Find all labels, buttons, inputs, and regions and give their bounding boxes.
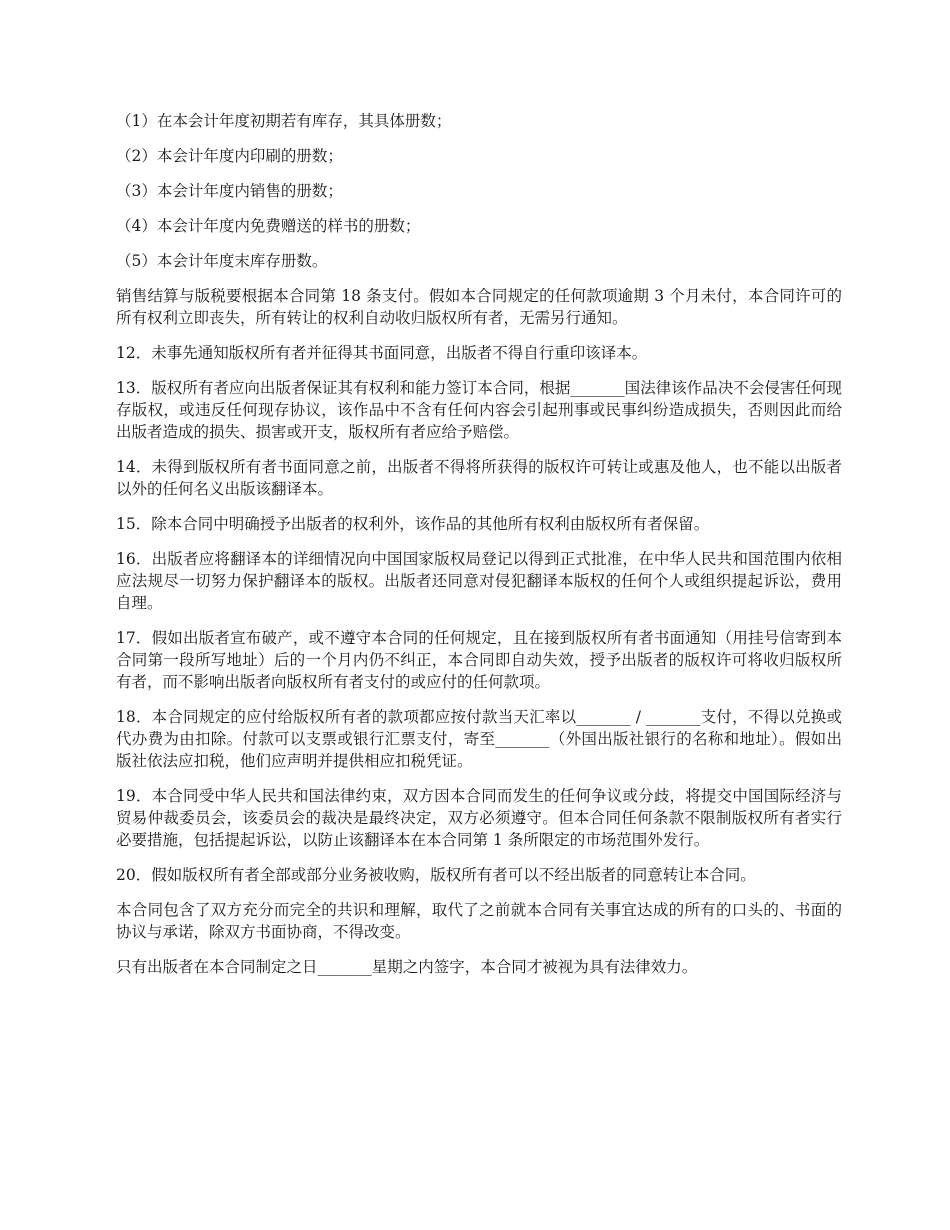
paragraph-entire-agreement: 本合同包含了双方充分而完全的共识和理解，取代了之前就本合同有关事宜达成的所有的口头的、书面的协议与承诺，除双方书面协商，不得改变。 bbox=[116, 901, 842, 941]
list-item-1: （1）在本会计年度初期若有库存，其具体册数； bbox=[116, 112, 452, 130]
clause-19: 19．本合同受中华人民共和国法律约束，双方因本合同而发生的任何争议或分歧，将提交中国国际经济与贸易仲裁委员会，该委员会的裁决是最终决定，双方必须遵守。但本合同任何条款不限制版权所有者实行必要措施，包括提起诉讼，以防止该翻译本在本合同第 1 条所限定的市场范围外发行。 bbox=[116, 787, 842, 849]
clause-18: 18．本合同规定的应付给版权所有者的款项都应按付款当天汇率以_______ / _______支付，不得以兑换或代办费为由扣除。付款可以支票或银行汇票支付，寄至_______（外国出版社银行的名称和地址）。假如出版社依法应扣税，他们应声明并提供相应扣税凭证。 bbox=[116, 708, 842, 770]
list-item-5: （5）本会计年度末库存册数。 bbox=[116, 252, 328, 270]
list-item-3: （3）本会计年度内销售的册数； bbox=[116, 182, 343, 200]
clause-12: 12．未事先通知版权所有者并征得其书面同意，出版者不得自行重印该译本。 bbox=[116, 344, 648, 362]
inventory-list bbox=[116, 110, 842, 272]
clause-20: 20．假如版权所有者全部或部分业务被收购，版权所有者可以不经出版者的同意转让本合同。 bbox=[116, 866, 756, 884]
document-page bbox=[116, 110, 842, 991]
paragraph-signing-deadline: 只有出版者在本合同制定之日_______星期之内签字，本合同才被视为具有法律效力。 bbox=[116, 958, 698, 976]
list-item-4: （4）本会计年度内免费赠送的样书的册数； bbox=[116, 217, 421, 235]
clause-17: 17．假如出版者宣布破产，或不遵守本合同的任何规定，且在接到版权所有者书面通知（用挂号信寄到本合同第一段所写地址）后的一个月内仍不纠正，本合同即自动失效，授予出版者的版权许可将收归版权所有者，而不影响出版者向版权所有者支付的或应付的任何款项。 bbox=[116, 629, 842, 691]
clause-14: 14．未得到版权所有者书面同意之前，出版者不得将所获得的版权许可转让或惠及他人，也不能以出版者以外的任何名义出版该翻译本。 bbox=[116, 458, 842, 498]
list-item-2: （2）本会计年度内印刷的册数； bbox=[116, 147, 343, 165]
paragraph-settlement: 销售结算与版税要根据本合同第 18 条支付。假如本合同规定的任何款项逾期 3 个月未付，本合同许可的所有权利立即丧失，所有转让的权利自动收归版权所有者，无需另行通知。 bbox=[116, 287, 842, 327]
clause-16: 16．出版者应将翻译本的详细情况向中国国家版权局登记以得到正式批准，在中华人民共和国范围内依相应法规尽一切努力保护翻译本的版权。出版者还同意对侵犯翻译本版权的任何个人或组织提起诉讼，费用自理。 bbox=[116, 550, 842, 612]
clause-15: 15．除本合同中明确授予出版者的权利外，该作品的其他所有权利由版权所有者保留。 bbox=[116, 515, 710, 533]
clause-13: 13．版权所有者应向出版者保证其有权利和能力签订本合同，根据_______国法律该作品决不会侵害任何现存版权，或违反任何现存协议，该作品中不含有任何内容会引起刑事或民事纠纷造成损失，否则因此而给出版者造成的损失、损害或开支，版权所有者应给予赔偿。 bbox=[116, 379, 842, 441]
